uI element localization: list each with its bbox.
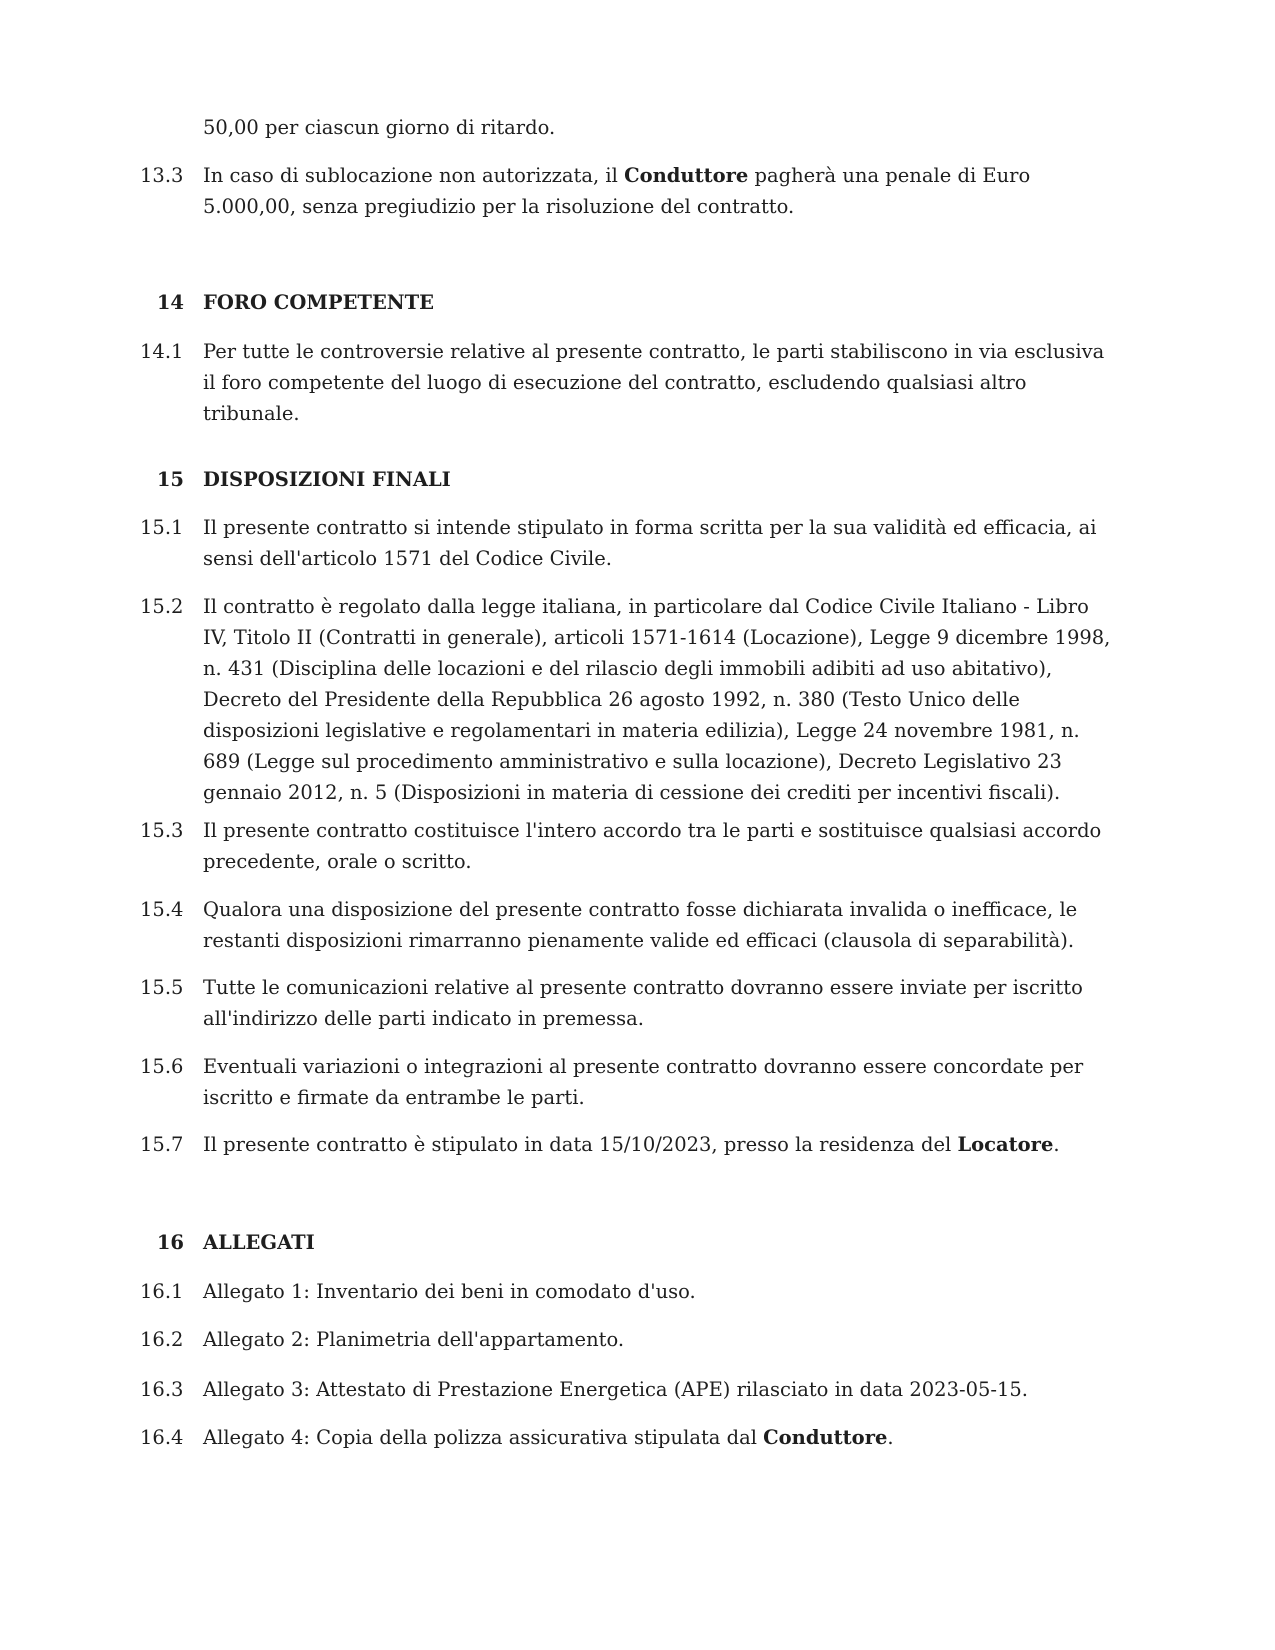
- party-name: Conduttore: [763, 1426, 888, 1449]
- section-number: 14: [156, 291, 184, 314]
- clause-15-4: [140, 894, 1120, 956]
- section-title: FORO COMPETENTE: [203, 291, 435, 314]
- clause-text-part: Allegato 4: Copia della polizza assicurativa stipulata dal: [203, 1426, 764, 1449]
- section-heading-14: [140, 287, 1120, 318]
- clause-text: [203, 160, 1113, 222]
- clause-number: 15.5: [140, 976, 184, 999]
- clause-number: 13.3: [140, 164, 184, 187]
- clause-number: 16.1: [140, 1280, 184, 1303]
- section-heading-15: [140, 464, 1120, 495]
- clause-text: Allegato 2: Planimetria dell'appartamento.: [203, 1328, 625, 1351]
- clause-15-6: [140, 1051, 1120, 1113]
- clause-text: Allegato 3: Attestato di Prestazione Energetica (APE) rilasciato in data 2023-05-15.: [203, 1378, 1028, 1401]
- clause-text: Il presente contratto si intende stipulato in forma scritta per la sua validità ed efficacia, ai sensi dell'articolo 1571 del Codice Civile.: [203, 516, 1097, 570]
- clause-number: 16.3: [140, 1378, 184, 1401]
- section-number: 16: [156, 1231, 184, 1254]
- clause-text: Qualora una disposizione del presente contratto fosse dichiarata invalida o inefficace, le restanti disposizioni rimarranno pienamente valide ed efficaci (clausola di separabilità).: [203, 898, 1078, 952]
- clause-text-part: Il presente contratto è stipulato in data 15/10/2023, presso la residenza del: [203, 1133, 958, 1156]
- clause-number: 16.2: [140, 1328, 184, 1351]
- clause-number: 16.4: [140, 1426, 184, 1449]
- clause-text: 50,00 per ciascun giorno di ritardo.: [203, 116, 556, 139]
- clause-number: 15.4: [140, 898, 184, 921]
- section-number: 15: [156, 468, 184, 491]
- party-name: Locatore: [957, 1133, 1054, 1156]
- clause-text: Allegato 1: Inventario dei beni in comodato d'uso.: [203, 1280, 696, 1303]
- section-title: ALLEGATI: [203, 1231, 315, 1254]
- clause-text-part: .: [887, 1426, 894, 1449]
- clause-number: 14.1: [140, 340, 184, 363]
- clause-number: 15.1: [140, 516, 184, 539]
- clause-15-7: [140, 1129, 1120, 1160]
- clause-text: Per tutte le controversie relative al presente contratto, le parti stabiliscono in via esclusiva il foro competente del luogo di esecuzione del contratto, escludendo qualsiasi altro tribunale.: [203, 340, 1105, 425]
- clause-16-1: [140, 1276, 1120, 1307]
- clause-13-3: [140, 160, 1120, 222]
- clause-text-part: pagherà una penale di Euro 5.000,00, senza pregiudizio per la risoluzione del contratto.: [203, 164, 1031, 218]
- party-name: Conduttore: [624, 164, 749, 187]
- section-title: DISPOSIZIONI FINALI: [203, 468, 451, 491]
- section-heading-16: [140, 1227, 1120, 1258]
- clause-text: [203, 1422, 1113, 1453]
- clause-text: Il contratto è regolato dalla legge italiana, in particolare dal Codice Civile Italiano - Libro IV, Titolo II (Contratti in generale), articoli 1571-1614 (Locazione), Legge 9 dicembre 1998, n. 431 (Disciplina delle locazioni e del rilascio degli immobili adibiti ad uso abitativo), Decreto del Presidente della Repubblica 26 agosto 1992, n. 380 (Testo Unico delle disposizioni legislative e regolamentari in materia edilizia), Legge 24 novembre 1981, n. 689 (Legge sul procedimento amministrativo e sulla locazione), Decreto Legislativo 23 gennaio 2012, n. 5 (Disposizioni in materia di cessione dei crediti per incentivi fiscali).: [203, 595, 1111, 804]
- clause-14-1: [140, 336, 1120, 429]
- clause-text: Il presente contratto costituisce l'intero accordo tra le parti e sostituisce qualsiasi accordo precedente, orale o scritto.: [203, 819, 1102, 873]
- clause-15-1: [140, 512, 1120, 574]
- clause-text: Eventuali variazioni o integrazioni al presente contratto dovranno essere concordate per iscritto e firmate da entrambe le parti.: [203, 1055, 1084, 1109]
- clause-number: 15.6: [140, 1055, 184, 1078]
- clause-number: 15.2: [140, 595, 184, 618]
- clause-text-part: In caso di sublocazione non autorizzata, il: [203, 164, 625, 187]
- clause-16-3: [140, 1374, 1120, 1405]
- clause-16-2: [140, 1324, 1120, 1355]
- clause-text-part: .: [1053, 1133, 1060, 1156]
- clause-16-4: [140, 1422, 1120, 1453]
- clause-text: [203, 1129, 1113, 1160]
- clause-13-2-continuation: [140, 112, 1120, 143]
- clause-text: Tutte le comunicazioni relative al presente contratto dovranno essere inviate per iscritto all'indirizzo delle parti indicato in premessa.: [203, 976, 1083, 1030]
- clause-number: 15.3: [140, 819, 184, 842]
- clause-15-3: [140, 815, 1120, 877]
- clause-15-2: [140, 591, 1120, 808]
- clause-number: 15.7: [140, 1133, 184, 1156]
- clause-15-5: [140, 972, 1120, 1034]
